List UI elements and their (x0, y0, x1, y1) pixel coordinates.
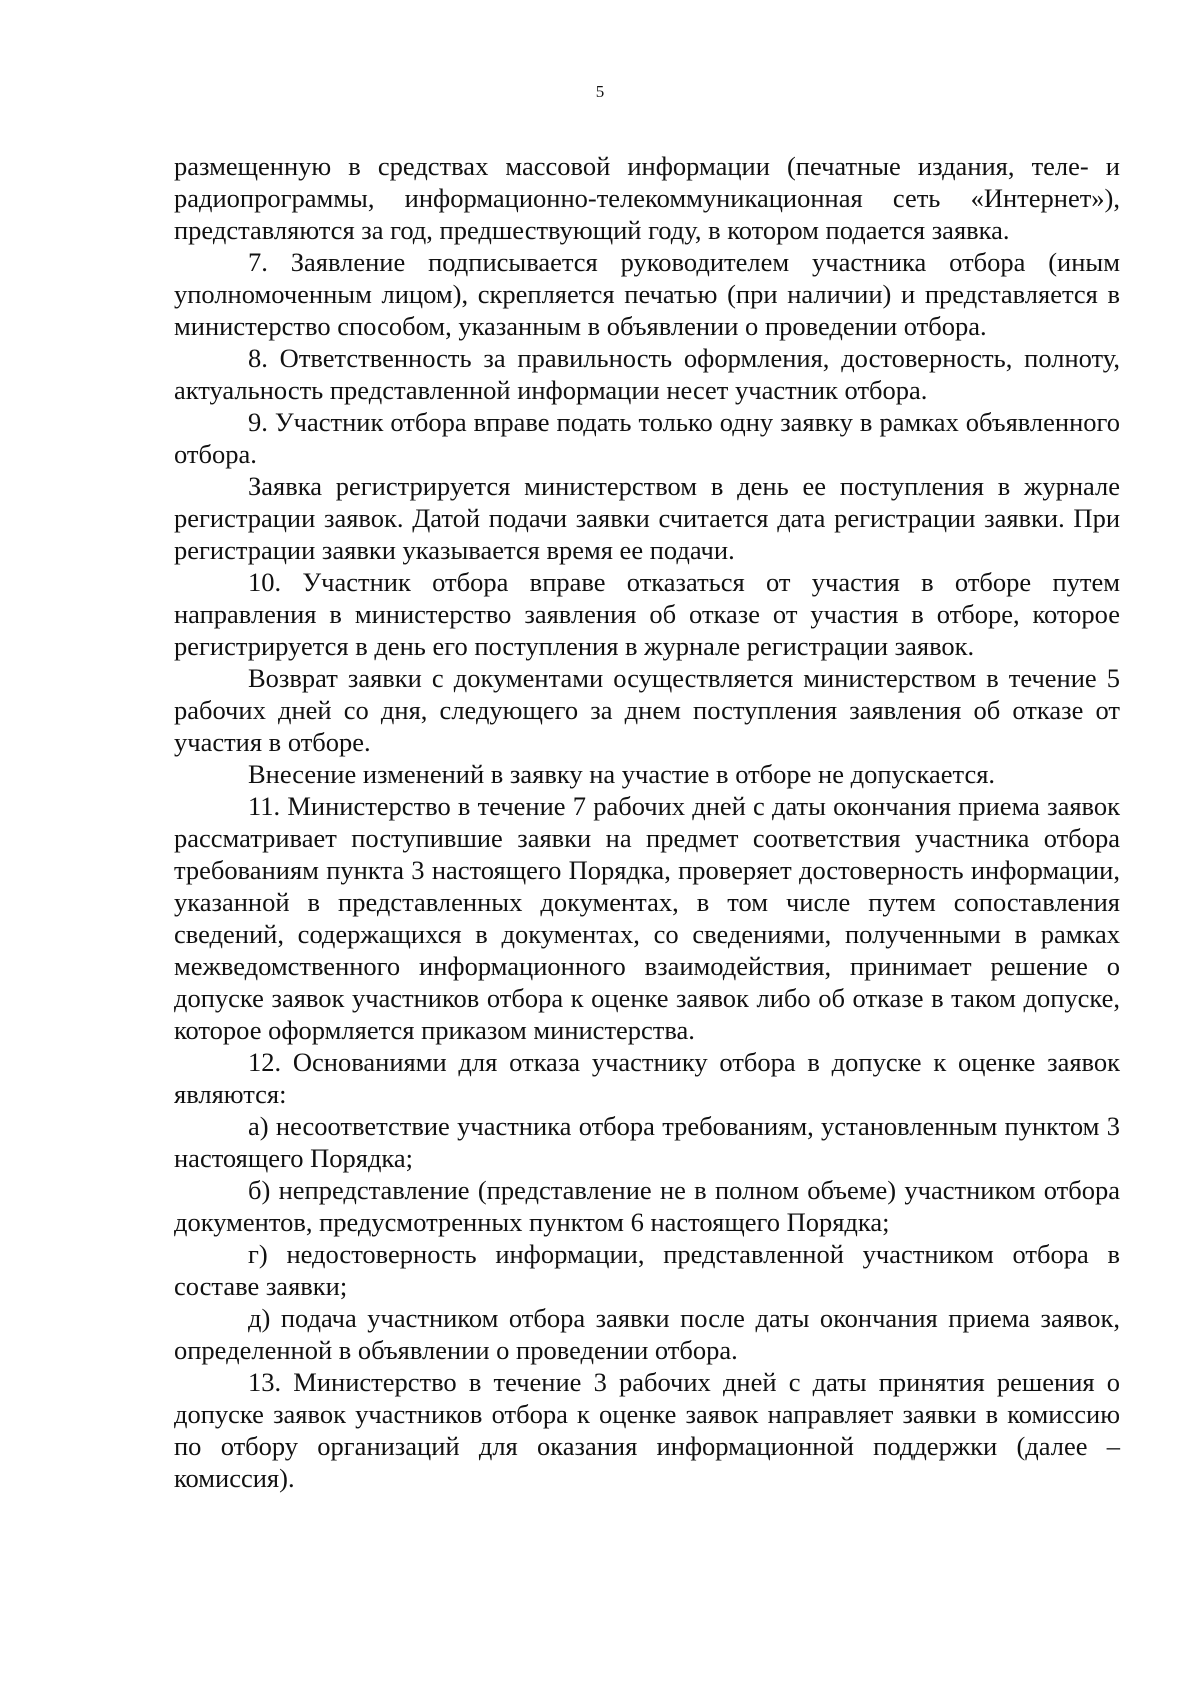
document-body (174, 150, 1120, 1494)
list-item: д) подача участником отбора заявки после даты окончания приема заявок, определенной в объявлении о проведении отбора. (174, 1303, 1120, 1365)
paragraph: 8. Ответственность за правильность оформления, достоверность, полноту, актуальность представленной информации несет участник отбора. (174, 343, 1120, 405)
paragraph: 13. Министерство в течение 3 рабочих дней с даты принятия решения о допуске заявок участников отбора к оценке заявок направляет заявки в комиссию по отбору организаций для оказания информационной поддержки (далее – комиссия). (174, 1367, 1120, 1493)
paragraph: Внесение изменений в заявку на участие в отборе не допускается. (248, 759, 996, 789)
paragraph: размещенную в средствах массовой информации (печатные издания, теле- и радиопрограммы, информационно-телекоммуникационная сеть «Интернет»), представляются за год, предшествующий году, в котором подается заявка. (174, 151, 1120, 245)
paragraph: 7. Заявление подписывается руководителем участника отбора (иным уполномоченным лицом), скрепляется печатью (при наличии) и представляется в министерство способом, указанным в объявлении о проведении отбора. (174, 247, 1120, 341)
paragraph: 12. Основаниями для отказа участнику отбора в допуске к оценке заявок являются: (174, 1047, 1120, 1109)
paragraph: 11. Министерство в течение 7 рабочих дней с даты окончания приема заявок рассматривает поступившие заявки на предмет соответствия участника отбора требованиям пункта 3 настоящего Порядка, проверяет достоверность информации, указанной в представленных документах, в том числе путем сопоставления сведений, содержащихся в документах, со сведениями, полученными в рамках межведомственного информационного взаимодействия, принимает решение о допуске заявок участников отбора к оценке заявок либо об отказе в таком допуске, которое оформляется приказом министерства. (174, 791, 1120, 1045)
list-item: а) несоответствие участника отбора требованиям, установленным пунктом 3 настоящего Порядка; (174, 1111, 1120, 1173)
paragraph: 9. Участник отбора вправе подать только одну заявку в рамках объявленного отбора. (174, 407, 1120, 469)
page-number: 5 (595, 82, 605, 101)
paragraph: Заявка регистрируется министерством в день ее поступления в журнале регистрации заявок. Датой подачи заявки считается дата регистрации заявки. При регистрации заявки указывается время ее подачи. (174, 471, 1120, 565)
list-item: б) непредставление (представление не в полном объеме) участником отбора документов, предусмотренных пунктом 6 настоящего Порядка; (174, 1175, 1120, 1237)
paragraph: Возврат заявки с документами осуществляется министерством в течение 5 рабочих дней со дня, следующего за днем поступления заявления об отказе от участия в отборе. (174, 663, 1120, 757)
paragraph: 10. Участник отбора вправе отказаться от участия в отборе путем направления в министерство заявления об отказе от участия в отборе, которое регистрируется в день его поступления в журнале регистрации заявок. (174, 567, 1120, 661)
list-item: г) недостоверность информации, представленной участником отбора в составе заявки; (174, 1239, 1120, 1301)
